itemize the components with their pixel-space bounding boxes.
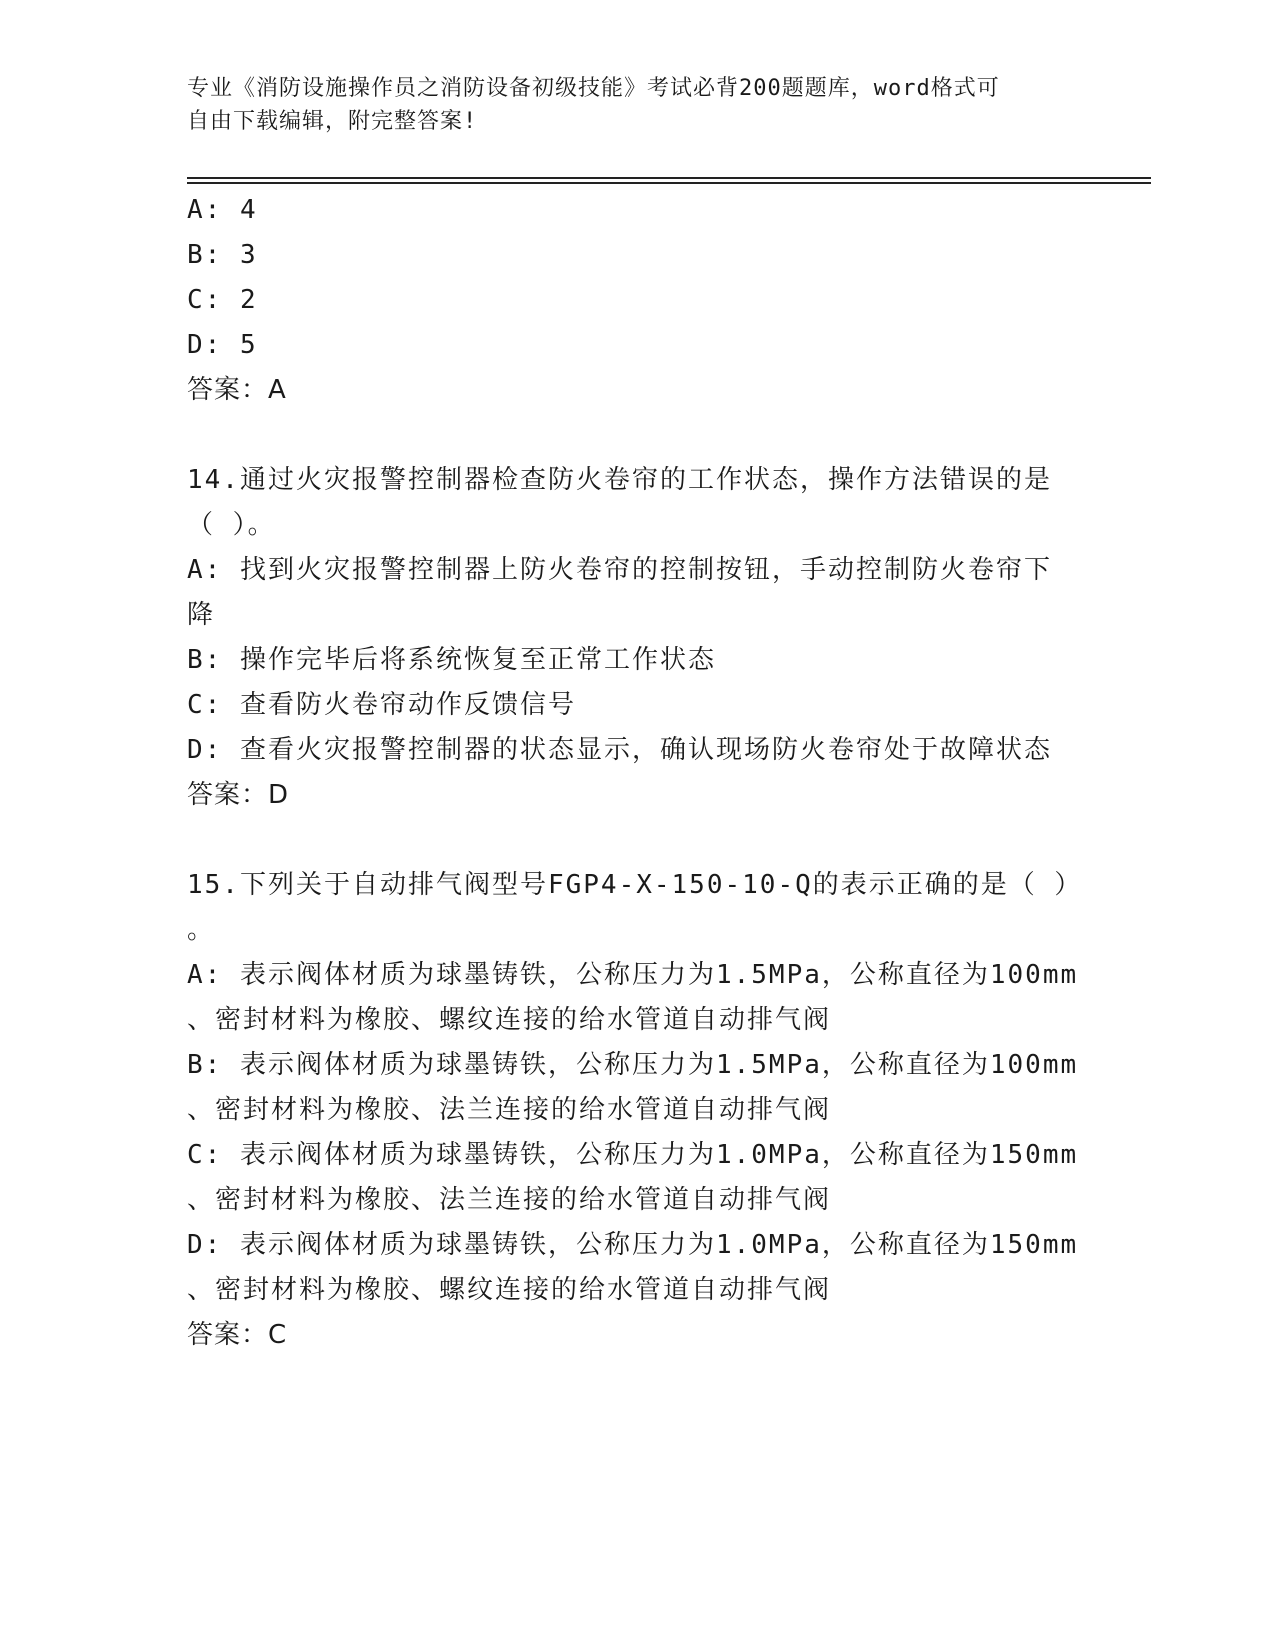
q13-option-b: B: 3: [187, 240, 258, 270]
q14-option-a-line-2: 降: [187, 600, 216, 630]
q15-option-d-line-2: 、密封材料为橡胶、螺纹连接的给水管道自动排气阀: [187, 1275, 832, 1305]
q15-option-d-line-1: D: 表示阀体材质为球墨铸铁，公称压力为1.0MPa，公称直径为150mm: [187, 1230, 1079, 1260]
q14-option-a-line-1: A: 找到火灾报警控制器上防火卷帘的控制按钮，手动控制防火卷帘下: [187, 555, 1052, 585]
header-line-2: 自由下载编辑，附完整答案!: [187, 109, 478, 134]
q15-option-c-line-1: C: 表示阀体材质为球墨铸铁，公称压力为1.0MPa，公称直径为150mm: [187, 1140, 1079, 1170]
q15-option-a-line-1: A: 表示阀体材质为球墨铸铁，公称压力为1.5MPa，公称直径为100mm: [187, 960, 1079, 990]
q13-option-a: A: 4: [187, 195, 258, 225]
page-header: [187, 72, 1067, 138]
q15-answer: 答案：C: [187, 1320, 288, 1350]
q13-answer: 答案：A: [187, 375, 287, 405]
q14-question-line-1: 14.通过火灾报警控制器检查防火卷帘的工作状态，操作方法错误的是: [187, 465, 1052, 495]
q13-option-c: C: 2: [187, 285, 258, 315]
q15-option-b-line-1: B: 表示阀体材质为球墨铸铁，公称压力为1.5MPa，公称直径为100mm: [187, 1050, 1079, 1080]
q14-option-d: D: 查看火灾报警控制器的状态显示，确认现场防火卷帘处于故障状态: [187, 735, 1052, 765]
q13-option-d: D: 5: [187, 330, 258, 360]
header-divider-top: [187, 177, 1151, 179]
q15-option-b-line-2: 、密封材料为橡胶、法兰连接的给水管道自动排气阀: [187, 1095, 832, 1125]
q15-question-line-2: 。: [187, 915, 216, 945]
q14-option-b: B: 操作完毕后将系统恢复至正常工作状态: [187, 645, 716, 675]
q15-option-c-line-2: 、密封材料为橡胶、法兰连接的给水管道自动排气阀: [187, 1185, 832, 1215]
q14-answer: 答案：D: [187, 780, 290, 810]
q15-question-line-1: 15.下列关于自动排气阀型号FGP4-X-150-10-Q的表示正确的是（ ）: [187, 870, 1083, 900]
q14-question-line-2: （ ）。: [187, 510, 276, 540]
header-line-1: 专业《消防设施操作员之消防设备初级技能》考试必背200题题库，word格式可: [187, 76, 1000, 101]
q15-option-a-line-2: 、密封材料为橡胶、螺纹连接的给水管道自动排气阀: [187, 1005, 832, 1035]
q14-option-c: C: 查看防火卷帘动作反馈信号: [187, 690, 576, 720]
header-divider-bottom: [187, 182, 1151, 184]
